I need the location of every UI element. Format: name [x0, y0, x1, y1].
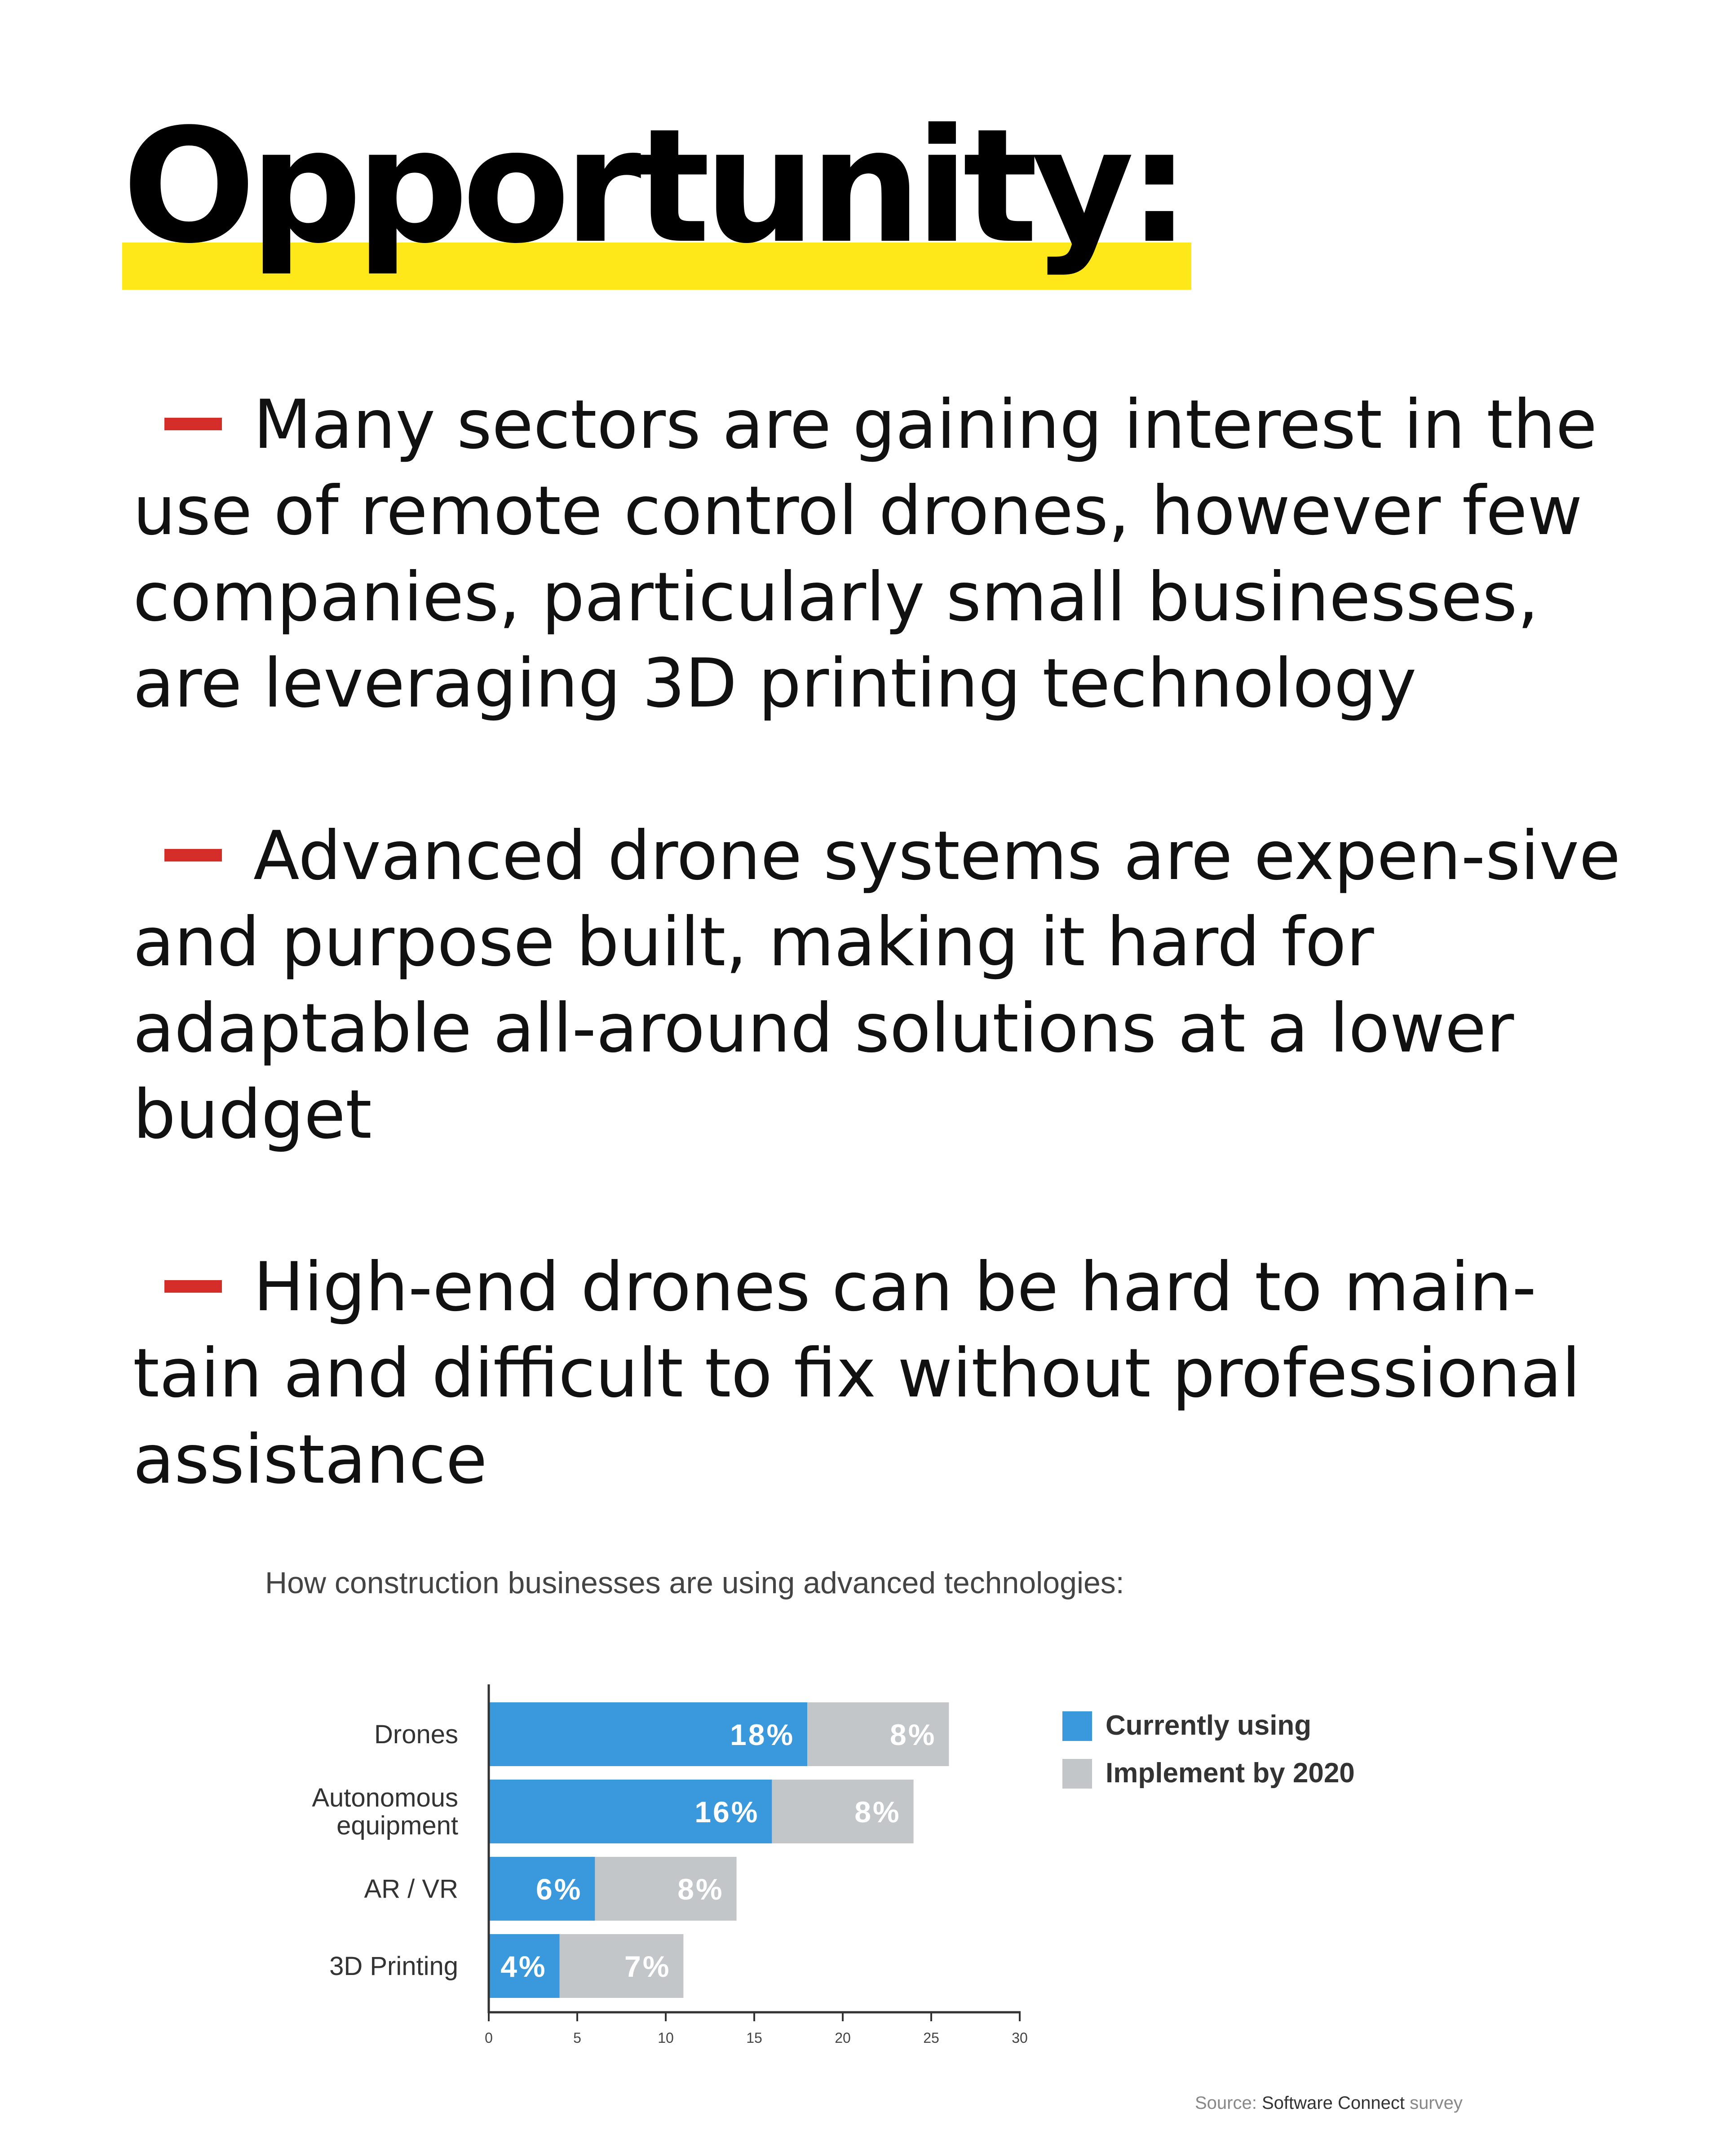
category-label: AR / VR [364, 1874, 458, 1904]
bar-data-label: 6% [536, 1873, 583, 1906]
bullet-text: Many sectors are gaining interest in the use of remote control drones, however few companies, particularly small businesses, are leveraging 3D printing technology [133, 386, 1597, 723]
bar-data-label: 8% [890, 1718, 937, 1751]
source-suffix: survey [1410, 2093, 1463, 2113]
source-prefix: Source: [1195, 2093, 1257, 2113]
bar-data-label: 7% [624, 1950, 671, 1983]
red-dash-icon [164, 1280, 222, 1293]
source-name: Software Connect [1261, 2093, 1405, 2113]
bullet-text: High-end drones can be hard to main-tain and difficult to fix without professional assistance [133, 1248, 1581, 1499]
category-label: Autonomous [312, 1783, 458, 1812]
bullet-item [133, 1244, 1624, 1503]
bar-chart [0, 1536, 1725, 2156]
x-tick-label: 10 [658, 2030, 674, 2046]
category-label: 3D Printing [329, 1952, 458, 1981]
chart-area [0, 1536, 1725, 2156]
legend-swatch [1062, 1759, 1092, 1789]
bar-data-label: 8% [854, 1795, 901, 1829]
chart-title: How construction businesses are using advanced technologies: [265, 1566, 1124, 1600]
red-dash-icon [164, 418, 222, 430]
bullet-item [133, 382, 1624, 727]
x-tick-label: 5 [573, 2030, 581, 2046]
x-tick-label: 20 [835, 2030, 851, 2046]
x-tick-label: 25 [923, 2030, 939, 2046]
x-tick-label: 15 [746, 2030, 762, 2046]
x-tick-label: 0 [485, 2030, 493, 2046]
title-block [122, 95, 1185, 278]
bullet-list [133, 382, 1624, 1589]
bar-data-label: 8% [677, 1873, 724, 1906]
bullet-item [133, 813, 1624, 1158]
legend-label: Currently using [1106, 1710, 1312, 1741]
bar-data-label: 16% [694, 1795, 760, 1829]
legend-swatch [1062, 1711, 1092, 1741]
legend-label: Implement by 2020 [1106, 1758, 1355, 1789]
source-note [1195, 2093, 1463, 2113]
bar-data-label: 18% [730, 1718, 795, 1751]
bar-data-label: 4% [500, 1950, 547, 1983]
page-title: Opportunity: [122, 95, 1185, 278]
bullet-text: Advanced drone systems are expen-sive and purpose built, making it hard for adaptable all-around solutions at a lower budget [133, 817, 1621, 1154]
category-label: Drones [374, 1720, 458, 1749]
red-dash-icon [164, 849, 222, 862]
category-label: equipment [336, 1811, 458, 1840]
x-tick-label: 30 [1012, 2030, 1028, 2046]
